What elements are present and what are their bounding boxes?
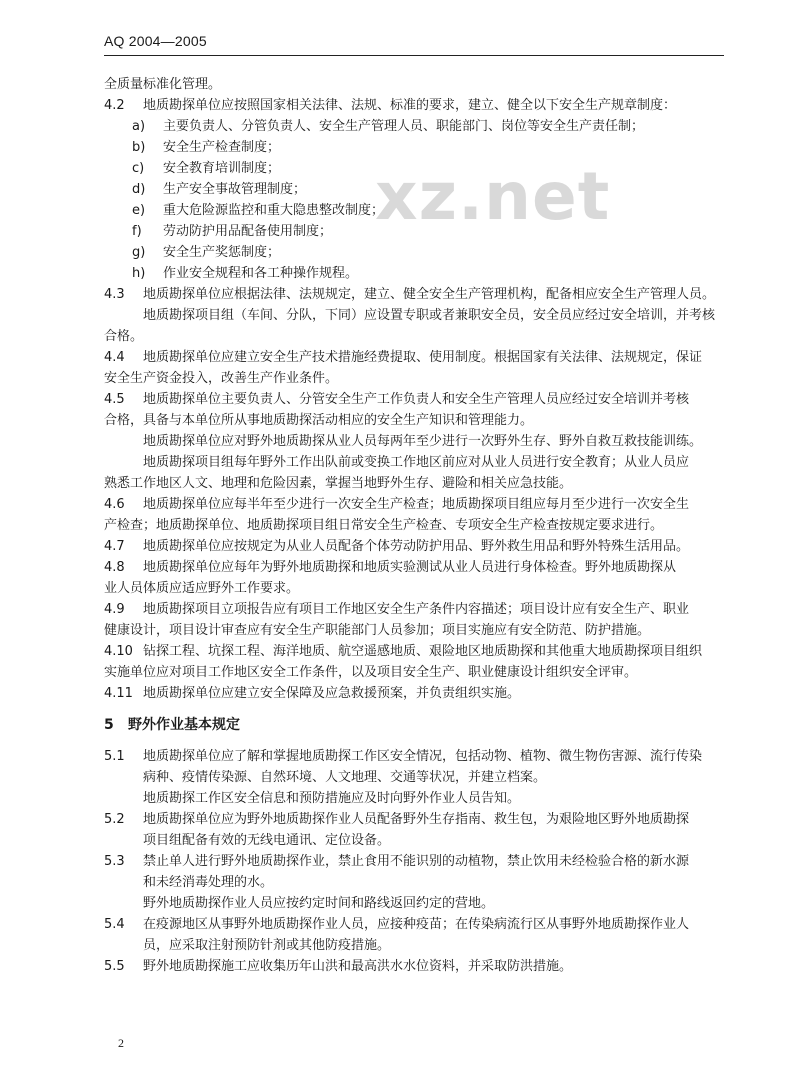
list-item: g) 安全生产奖惩制度； xyxy=(132,245,281,260)
paragraph: 全质量标准化管理。 xyxy=(104,77,222,92)
regulation-list xyxy=(104,116,724,284)
clause-4-2: 4.2 地质勘探单位应按照国家相关法律、法规、标准的要求，建立、健全以下安全生产规章制度： xyxy=(104,98,677,113)
list-item: a) 主要负责人、分管负责人、安全生产管理人员、职能部门、岗位等安全生产责任制； xyxy=(132,119,645,134)
paragraph: 合格。 xyxy=(104,329,144,344)
paragraph: 和未经消毒处理的水。 xyxy=(143,875,274,890)
clause-4-7: 4.7 地质勘探单位应按规定为从业人员配备个体劳动防护用品、野外救生用品和野外特殊生活用品。 xyxy=(104,539,690,554)
standard-code: AQ 2004—2005 xyxy=(104,33,207,49)
paragraph: 员，应采取注射预防针剂或其他防疫措施。 xyxy=(143,938,391,953)
clause-5-3: 5.3 禁止单人进行野外地质勘探作业，禁止食用不能识别的动植物，禁止饮用未经检验合格的新水源 xyxy=(104,854,690,869)
list-item: d) 生产安全事故管理制度； xyxy=(132,182,307,197)
clause-5-4: 5.4 在疫源地区从事野外地质勘探作业人员，应接种疫苗；在传染病流行区从事野外地质勘探作业人 xyxy=(104,917,690,932)
list-item: f) 劳动防护用品配备使用制度； xyxy=(132,224,333,239)
paragraph: 业人员体质应适应野外工作要求。 xyxy=(104,581,300,596)
paragraph: 地质勘探单位应对野外地质勘探从业人员每两年至少进行一次野外生存、野外自救互救技能训练。 xyxy=(143,434,703,449)
clause-4-8: 4.8 地质勘探单位应每年为野外地质勘探和地质实验测试从业人员进行身体检查。野外地质勘探从 xyxy=(104,560,677,575)
paragraph: 安全生产资金投入，改善生产作业条件。 xyxy=(104,371,339,386)
paragraph: 地质勘探项目组（车间、分队，下同）应设置专职或者兼职安全员，安全员应经过安全培训，并考核 xyxy=(143,308,716,323)
page-number: 2 xyxy=(118,1036,124,1050)
paragraph: 病种、疫情传染源、自然环境、人文地理、交通等状况，并建立档案。 xyxy=(143,770,547,785)
paragraph: 健康设计，项目设计审查应有安全生产职能部门人员参加；项目实施应有安全防范、防护措施。 xyxy=(104,623,651,638)
clause-4-10: 4.10 钻探工程、坑探工程、海洋地质、航空遥感地质、艰险地区地质勘探和其他重大地质勘探项目组织 xyxy=(104,644,703,659)
clause-4-3: 4.3 地质勘探单位应根据法律、法规规定，建立、健全安全生产管理机构，配备相应安全生产管理人员。 xyxy=(104,287,716,302)
paragraph: 地质勘探项目组每年野外工作出队前或变换工作地区前应对从业人员进行安全教育；从业人员应 xyxy=(143,455,690,470)
paragraph: 野外地质勘探作业人员应按约定时间和路线返回约定的营地。 xyxy=(143,896,495,911)
list-item: b) 安全生产检查制度； xyxy=(132,140,281,155)
list-item: c) 安全教育培训制度； xyxy=(132,161,281,176)
clause-5-1: 5.1 地质勘探单位应了解和掌握地质勘探工作区安全情况，包括动物、植物、微生物伤害源、流行传染 xyxy=(104,749,703,764)
paragraph: 熟悉工作地区人文、地理和危险因素，掌握当地野外生存、避险和相关应急技能。 xyxy=(104,476,573,491)
watermark: xz.net xyxy=(375,158,611,235)
paragraph: 地质勘探工作区安全信息和预防措施应及时向野外作业人员告知。 xyxy=(143,791,521,806)
body-text xyxy=(104,74,724,977)
clause-5-2: 5.2 地质勘探单位应为野外地质勘探作业人员配备野外生存指南、救生包，为艰险地区野外地质勘探 xyxy=(104,812,690,827)
clause-4-9: 4.9 地质勘探项目立项报告应有项目工作地区安全生产条件内容描述；项目设计应有安全生产、职业 xyxy=(104,602,690,617)
paragraph: 合格，具备与本单位所从事地质勘探活动相应的安全生产知识和管理能力。 xyxy=(104,413,534,428)
paragraph: 项目组配备有效的无线电通讯、定位设备。 xyxy=(143,833,391,848)
paragraph: 产检查；地质勘探单位、地质勘探项目组日常安全生产检查、专项安全生产检查按规定要求进行。 xyxy=(104,518,664,533)
paragraph: 实施单位应对项目工作地区安全工作条件，以及项目安全生产、职业健康设计组织安全评审。 xyxy=(104,665,638,680)
header-rule xyxy=(104,55,724,56)
list-item: e) 重大危险源监控和重大隐患整改制度； xyxy=(132,203,385,218)
list-item: h) 作业安全规程和各工种操作规程。 xyxy=(132,266,359,281)
clause-4-5: 4.5 地质勘探单位主要负责人、分管安全生产工作负责人和安全生产管理人员应经过安全培训并考核 xyxy=(104,392,690,407)
clause-4-6: 4.6 地质勘探单位应每半年至少进行一次安全生产检查；地质勘探项目组应每月至少进行一次安全生 xyxy=(104,497,690,512)
section-heading: 5 野外作业基本规定 xyxy=(104,717,240,733)
clause-4-4: 4.4 地质勘探单位应建立安全生产技术措施经费提取、使用制度。根据国家有关法律、法规规定，保证 xyxy=(104,350,703,365)
clause-4-11: 4.11 地质勘探单位应建立安全保障及应急救援预案，并负责组织实施。 xyxy=(104,686,521,701)
clause-5-5: 5.5 野外地质勘探施工应收集历年山洪和最高洪水水位资料，并采取防洪措施。 xyxy=(104,959,573,974)
